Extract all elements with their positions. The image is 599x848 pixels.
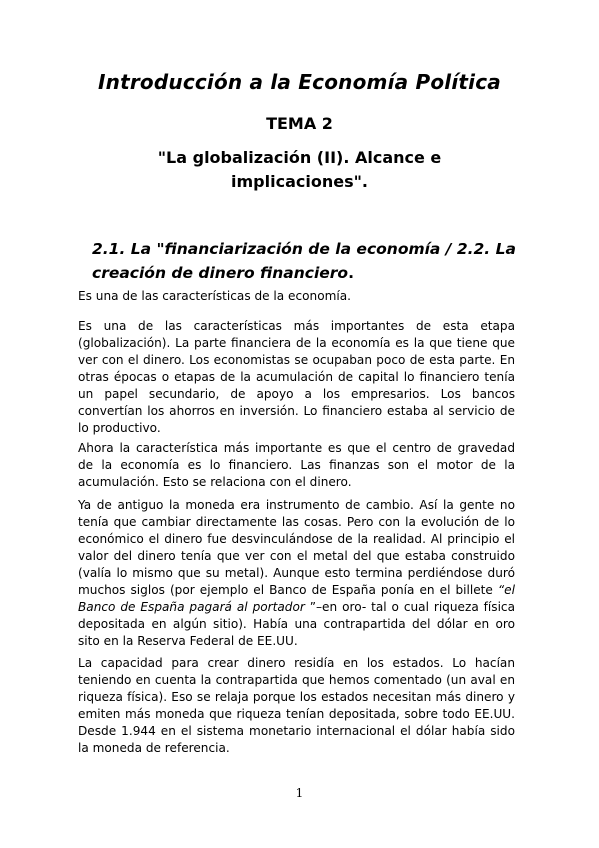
tema-label: TEMA 2: [266, 114, 333, 133]
section-heading-end: .: [348, 264, 354, 282]
section-heading-text: 2.1. La "financiarización de la economía / 2.2. La creación de dinero financiero: [92, 240, 516, 282]
paragraph-4-text-start: Ya de antiguo la moneda era instrumento de cambio. Así la gente no tenía que cambiar directamente las cosas. Pero con la evolución de lo económico el dinero fue desvinculándose de la realidad. Al principio el valor del dinero tenía que ver con el metal del que estaba construido (valía lo mismo que su metal). Aunque esto termina perdiéndose duró muchos siglos (por ejemplo el Banco de España ponía en el billete: [78, 498, 515, 597]
paragraph-4: [78, 497, 515, 650]
paragraph-2: Es una de las características más importantes de esta etapa (globalización). La parte financiera de la economía es la que tiene que ver con el dinero. Los economistas se ocupaban poco de esta parte. En otras épocas o etapas de la acumulación de capital lo financiero tenía un papel secundario, de apoyo a los empresarios. Los bancos convertían los ahorros en inversión. Lo financiero estaba al servicio de lo productivo.: [78, 319, 515, 435]
page-number: 1: [295, 786, 304, 800]
document-subtitle: "La globalización (II). Alcance e implicaciones".: [157, 148, 442, 191]
paragraph-3: Ahora la característica más importante es que el centro de gravedad de la economía es lo financiero. Las finanzas son el motor de la acumulación. Esto se relaciona con el dinero.: [78, 441, 515, 489]
paragraph-5: La capacidad para crear dinero residía en los estados. Lo hacían teniendo en cuenta la contrapartida que hemos comentado (un aval en riqueza física). Eso se relaja porque los estados necesitan más dinero y emiten más moneda que riqueza tenían depositada, sobre todo EE.UU. Desde 1.944 en el sistema monetario internacional el dólar había sido la moneda de referencia.: [78, 656, 515, 755]
paragraph-4-italic-quote: “el Banco de España pagará al portador: [78, 583, 515, 614]
section-heading: [92, 237, 522, 285]
paragraph-4-text-end: ”–en oro- tal o cual riqueza física depositada en algún sitio). Había una contrapartida del dólar en oro sito en la Reserva Federal de EE.UU.: [78, 600, 515, 648]
document-title: Introducción a la Economía Política: [98, 70, 501, 94]
paragraph-1: Es una de las características de la economía.: [78, 289, 351, 303]
